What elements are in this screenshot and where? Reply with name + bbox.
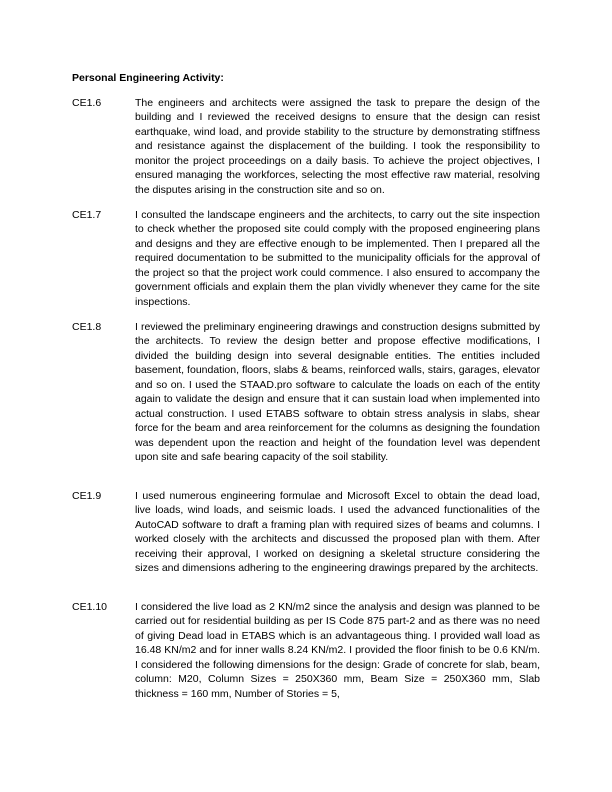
entry-code: CE1.6 (72, 97, 102, 109)
entry-text: I considered the live load as 2 KN/m2 since the analysis and design was planned to be carried out for residential building as per IS Code 875 part-2 and as there was no need of giving Dead load in ETABS which is an advantageous thing. I provided wall load as 16.48 KN/m2 and for inner walls 8.24 KN/m2. I provided the floor finish to be 0.6 KN/m. I considered the following dimensions for the design: Grade of concrete for slab, beam, column: M20, Column Sizes = 250X360 mm, Beam Size = 250X360 mm, Slab thickness = 160 mm, Number of Stories = 5, (135, 601, 540, 700)
activity-entry-ce1-9 (72, 489, 540, 576)
entry-text: I used numerous engineering formulae and Microsoft Excel to obtain the dead load, live loads, wind loads, and seismic loads. I used the advanced functionalities of the AutoCAD software to draft a framing plan with required sizes of beams and columns. I worked closely with the architects and discussed the proposed plan with them. After receiving their approval, I worked on designing a skeletal structure considering the sizes and dimensions adhering to the engineering drawings prepared by the architects. (135, 490, 540, 575)
entry-text: I reviewed the preliminary engineering drawings and construction designs submitted by the architects. To review the design better and propose effective modifications, I divided the building design into several designable entities. The entities included basement, foundation, floors, slabs & beams, reinforced walls, stairs, garages, elevator and so on. I used the STAAD.pro software to calculate the loads on each of the entity again to validate the design and ensure that it can sustain load when implemented into actual construction. I used ETABS software to obtain stress analysis in slabs, shear force for the beam and area reinforcement for the columns as designing the foundation was dependent upon the reaction and height of the foundation level was dependent upon site and safe bearing capacity of the soil stability. (135, 321, 540, 464)
entry-text: The engineers and architects were assigned the task to prepare the design of the building and I reviewed the received designs to ensure that the design can resist earthquake, wind load, and provide stability to the structure by demonstrating stiffness and resistance against the displacement of the building. I took the responsibility to monitor the project proceedings on a daily basis. To achieve the project objectives, I ensured managing the workforces, selecting the most effective raw material, resolving the disputes arising in the construction site and so on. (135, 97, 540, 196)
entry-code: CE1.7 (72, 209, 102, 221)
activity-entry-ce1-8 (72, 320, 540, 465)
entry-code: CE1.8 (72, 321, 102, 333)
entry-code: CE1.9 (72, 490, 102, 502)
entry-text: I consulted the landscape engineers and the architects, to carry out the site inspection to check whether the proposed site could comply with the proposed engineering plans and designs and they are effective enough to be implemented. Then I prepared all the required documentation to be submitted to the municipality officials for the approval of the project so that the project work could commence. I also ensured to accompany the government officials and explain them the plan vividly whenever they came for the site inspections. (135, 209, 540, 308)
activity-entry-ce1-7 (72, 208, 540, 309)
activity-entry-ce1-6 (72, 96, 540, 197)
activity-entry-ce1-10 (72, 600, 540, 701)
section-heading: Personal Engineering Activity: (72, 72, 224, 84)
entry-code: CE1.10 (72, 601, 108, 613)
